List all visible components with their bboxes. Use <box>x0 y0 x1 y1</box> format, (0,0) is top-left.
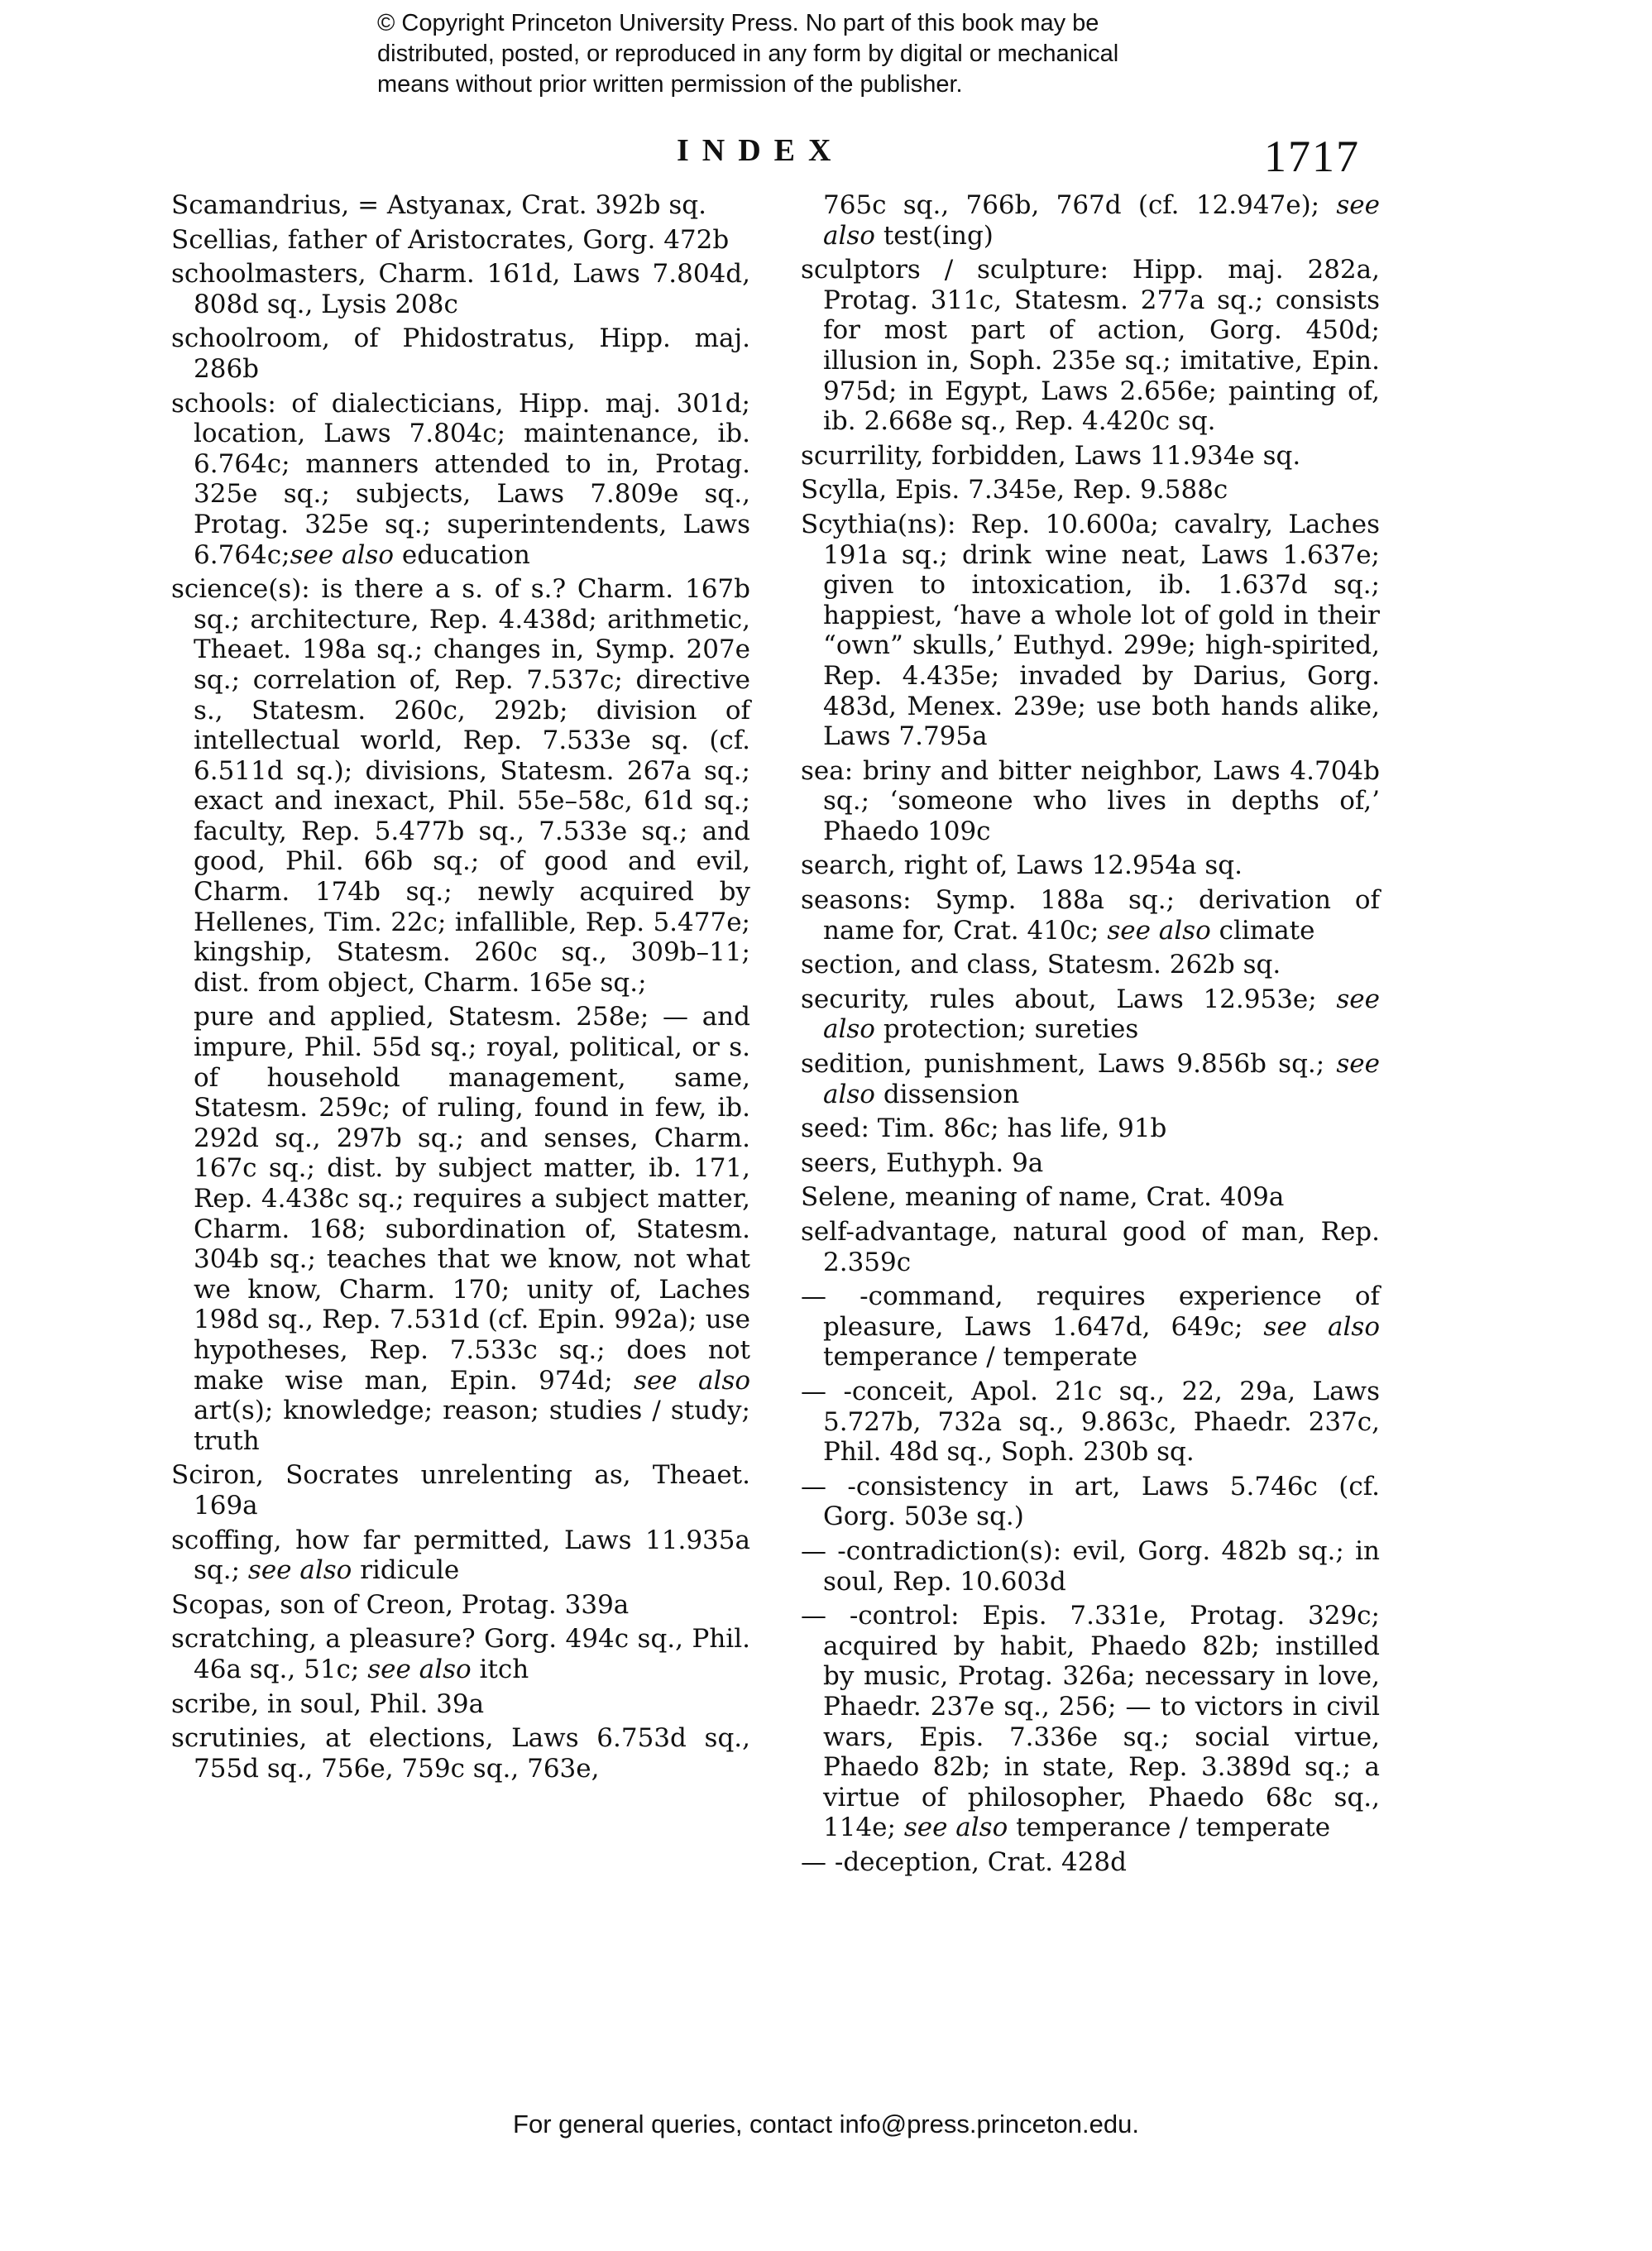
index-entry <box>801 1847 1380 1878</box>
entry-text: — -consistency in art, Laws 5.746c (cf. Gorg. 503e sq.) <box>801 1471 1380 1532</box>
entry-text: scoffing, how far permitted, Laws 11.935a sq.; <box>171 1525 750 1586</box>
entry-text: schoolroom, of Phidostratus, Hipp. maj. 286b <box>171 323 750 384</box>
index-entry <box>171 1624 750 1684</box>
index-entry <box>801 1114 1380 1144</box>
index-entry <box>171 1002 750 1456</box>
running-head <box>0 124 1652 182</box>
see-also-label: see also <box>240 1555 352 1586</box>
see-also-target: protection; sureties <box>874 1014 1139 1045</box>
copyright-line: means without prior written permission of the publisher. <box>377 71 963 98</box>
index-entry <box>801 756 1380 847</box>
entry-text: Selene, meaning of name, Crat. 409a <box>801 1182 1285 1213</box>
entry-text: — -command, requires experience of pleasure, Laws 1.647d, 649c; <box>801 1281 1380 1342</box>
index-entry <box>171 1723 750 1784</box>
see-also-target: temperance / temperate <box>1008 1813 1331 1843</box>
copyright-line: distributed, posted, or reproduced in any form by digital or mechanical <box>377 41 1119 67</box>
index-entry <box>801 190 1380 251</box>
page-title: INDEX <box>677 133 845 168</box>
index-column-right <box>801 190 1380 1881</box>
entry-text: section, and class, Statesm. 262b sq. <box>801 950 1281 980</box>
entry-text: seers, Euthyph. 9a <box>801 1147 1044 1178</box>
entry-text: schoolmasters, Charm. 161d, Laws 7.804d, 808d sq., Lysis 208c <box>171 259 750 319</box>
index-entry <box>801 984 1380 1045</box>
index-entry <box>171 1525 750 1586</box>
footer-contact: For general queries, contact info@press.princeton.edu. <box>513 2110 1139 2138</box>
index-entry <box>171 389 750 571</box>
copyright-notice <box>377 8 1204 100</box>
entry-text: — -control: Epis. 7.331e, Protag. 329c; acquired by habit, Phaedo 82b; instilled by music, Protag. 326a; necessary in love, Phaedr. 237e sq., 256; — to victors in civil wars, Epis. 7.336e sq.; social virtue, Phaedo 82b; in state, Rep. 3.389d sq.; a virtue of philosopher, Phaedo 68c sq., 114e; <box>801 1601 1380 1843</box>
entry-text: seasons: Symp. 188a sq.; derivation of name for, Crat. 410c; <box>801 885 1380 946</box>
see-also-target: education <box>394 539 530 570</box>
see-also-label: see also <box>1099 915 1211 946</box>
entry-text: Scamandrius, = Astyanax, Crat. 392b sq. <box>171 190 706 220</box>
entry-text: Scopas, son of Creon, Protag. 339a <box>171 1589 630 1620</box>
index-entry <box>801 1601 1380 1843</box>
index-entry <box>171 190 750 221</box>
entry-text: Scellias, father of Aristocrates, Gorg. 472b <box>171 224 730 255</box>
index-entry <box>801 1049 1380 1109</box>
see-also-label: see also <box>823 984 1380 1045</box>
see-also-target: climate <box>1210 915 1315 946</box>
index-entry <box>801 1472 1380 1532</box>
entry-text: — -conceit, Apol. 21c sq., 22, 29a, Laws 5.727b, 732a sq., 9.863c, Phaedr. 237c, Phil. 48d sq., Soph. 230b sq. <box>801 1376 1380 1468</box>
index-entry <box>801 1281 1380 1372</box>
index-column-left <box>171 190 750 1788</box>
index-entry <box>171 1689 750 1720</box>
see-also-target: dissension <box>874 1079 1020 1109</box>
entry-text: scurrility, forbidden, Laws 11.934e sq. <box>801 440 1301 471</box>
index-entry <box>171 1590 750 1621</box>
index-entry <box>801 1182 1380 1213</box>
index-entry <box>801 255 1380 437</box>
entry-text: — -contradiction(s): evil, Gorg. 482b sq.; in soul, Rep. 10.603d <box>801 1535 1380 1597</box>
see-also-label: see also <box>612 1365 750 1396</box>
entry-text: science(s): is there a s. of s.? Charm. 167b sq.; architecture, Rep. 4.438d; arithmetic, Theaet. 198a sq.; changes in, Symp. 207e sq.; correlation of, Rep. 7.537c; directive s., Statesm. 260c, 292b; division of intellectual world, Rep. 7.533e sq. (cf. 6.511d sq.); divisions, Statesm. 267a sq.; exact and inexact, Phil. 55e–58c, 61d sq.; faculty, Rep. 5.477b sq., 7.533e sq.; and good, Phil. 66b sq.; of good and evil, Charm. 174b sq.; newly acquired by Hellenes, Tim. 22c; infallible, Rep. 5.477e; kingship, Statesm. 260c sq., 309b–11; dist. from object, Charm. 165e sq.; <box>171 574 750 998</box>
entry-text: seed: Tim. 86c; has life, 91b <box>801 1114 1167 1144</box>
see-also-target: temperance / temperate <box>823 1342 1138 1372</box>
index-entry <box>801 510 1380 752</box>
index-entry <box>171 574 750 998</box>
index-entry <box>801 1536 1380 1597</box>
entry-text: sedition, punishment, Laws 9.856b sq.; <box>801 1049 1325 1080</box>
page-number: 1717 <box>1264 132 1360 181</box>
see-also-label: see also <box>823 1049 1380 1109</box>
see-also-label: see also <box>290 539 394 570</box>
entry-text: self-advantage, natural good of man, Rep. 2.359c <box>801 1217 1380 1277</box>
entry-text: pure and applied, Statesm. 258e; — and impure, Phil. 55d sq.; royal, political, or s. of household management, same, Statesm. 259c; of ruling, found in few, ib. 292d sq., 297b sq.; and senses, Charm. 167c sq.; dist. by subject matter, ib. 171, Rep. 4.438c sq.; requires a subject matter, Charm. 168; subordination of, Statesm. 304b sq.; teaches that we know, not what we know, Charm. 170; unity of, Laches 198d sq., Rep. 7.531d (cf. Epin. 992a); use hypotheses, Rep. 7.533c sq.; does not make wise man, Epin. 974d; <box>194 1002 750 1396</box>
see-also-target: itch <box>471 1654 529 1684</box>
entry-text: scribe, in soul, Phil. 39a <box>171 1688 485 1719</box>
entry-text: scratching, a pleasure? Gorg. 494c sq., Phil. 46a sq., 51c; <box>171 1624 750 1684</box>
index-entry <box>801 850 1380 881</box>
see-also-target: art(s); knowledge; reason; studies / study; truth <box>194 1396 750 1456</box>
entry-text: scrutinies, at elections, Laws 6.753d sq., 755d sq., 756e, 759c sq., 763e, <box>171 1723 750 1784</box>
see-also-label: see also <box>359 1654 472 1684</box>
index-entry <box>801 441 1380 472</box>
index-entry <box>801 1148 1380 1179</box>
index-entry <box>801 1217 1380 1277</box>
entry-text: 765c sq., 766b, 767d (cf. 12.947e); <box>823 190 1320 220</box>
see-also-target: test(ing) <box>874 220 994 251</box>
see-also-label: see also <box>895 1813 1008 1843</box>
index-entry <box>801 885 1380 946</box>
see-also-target: ridicule <box>352 1555 460 1586</box>
see-also-label: see also <box>823 190 1380 251</box>
copyright-line: © Copyright Princeton University Press. No part of this book may be <box>377 10 1099 36</box>
entry-text: security, rules about, Laws 12.953e; <box>801 984 1317 1014</box>
entry-text: Scylla, Epis. 7.345e, Rep. 9.588c <box>801 475 1228 505</box>
index-entry <box>801 1377 1380 1468</box>
entry-text: Scythia(ns): Rep. 10.600a; cavalry, Laches 191a sq.; drink wine neat, Laws 1.637e; given to intoxication, ib. 1.637d sq.; happiest, ‘have a whole lot of gold in their “own” skulls,’ Euthyd. 299e; high-spirited, Rep. 4.435e; invaded by Darius, Gorg. 483d, Menex. 239e; use both hands alike, Laws 7.795a <box>801 509 1380 752</box>
entry-text: search, right of, Laws 12.954a sq. <box>801 850 1243 881</box>
entry-text: — -deception, Crat. 428d <box>801 1846 1127 1877</box>
index-entry <box>801 475 1380 505</box>
entry-text: schools: of dialecticians, Hipp. maj. 301d; location, Laws 7.804c; maintenance, ib. 6.764c; manners attended to in, Protag. 325e sq.; subjects, Laws 7.809e sq., Protag. 325e sq.; superintendents, Laws 6.764c; <box>171 388 750 570</box>
index-entry <box>171 259 750 319</box>
index-entry <box>171 1460 750 1521</box>
index-entry <box>801 950 1380 980</box>
entry-text: sculptors / sculpture: Hipp. maj. 282a, Protag. 311c, Statesm. 277a sq.; consists for most part of action, Gorg. 450d; illusion in, Soph. 235e sq.; imitative, Epin. 975d; in Egypt, Laws 2.656e; painting of, ib. 2.668e sq., Rep. 4.420c sq. <box>801 255 1380 437</box>
entry-text: sea: briny and bitter neighbor, Laws 4.704b sq.; ‘someone who lives in depths of,’ Phaedo 109c <box>801 755 1380 846</box>
index-entry <box>171 225 750 256</box>
entry-text: Sciron, Socrates unrelenting as, Theaet. 169a <box>171 1460 750 1521</box>
see-also-label: see also <box>1243 1311 1380 1342</box>
index-entry <box>171 323 750 384</box>
